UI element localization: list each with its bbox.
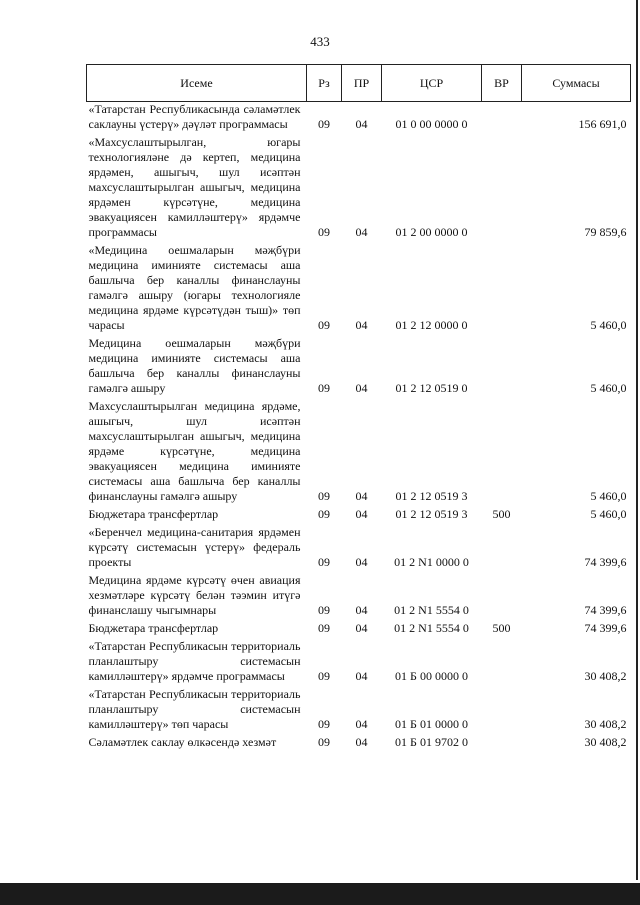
table-row (87, 135, 631, 243)
table-row (87, 336, 631, 399)
row-name: Медицина оешмаларын мәҗбүри медицина иминияте системасы аша башлыча бер каналлы финанслауны гамәлгә ашыру (88, 336, 301, 395)
row-vr (482, 336, 522, 399)
row-csr: 01 2 N1 5554 0 (394, 603, 469, 617)
table-header-row (87, 65, 631, 102)
row-rz: 09 (318, 117, 330, 131)
header-name: Исеме (87, 65, 307, 102)
row-sum: 74 399,6 (584, 603, 627, 617)
row-pr: 04 (355, 555, 368, 569)
row-rz: 09 (318, 603, 330, 617)
table-row (87, 735, 631, 753)
row-vr (482, 135, 522, 243)
row-pr: 04 (355, 717, 368, 731)
row-rz: 09 (318, 318, 330, 332)
row-vr (482, 573, 522, 621)
row-pr: 04 (355, 621, 368, 635)
row-csr: 01 2 12 0519 0 (395, 381, 468, 395)
row-name: Бюджетара трансфертлар (88, 621, 219, 635)
row-sum: 156 691,0 (578, 117, 627, 131)
row-csr: 01 2 12 0000 0 (395, 318, 468, 332)
row-pr: 04 (355, 117, 368, 131)
row-rz: 09 (318, 621, 330, 635)
row-rz: 09 (318, 225, 330, 239)
row-rz: 09 (318, 381, 330, 395)
row-pr: 04 (355, 225, 368, 239)
table-row (87, 525, 631, 573)
row-name: «Махсуслаштырылган, югары технологияләне дә кертеп, медицина ярдәмен, ашыгыч, шул исәптән махсуслаштырылган ашыгыч, медицина ярдәмен күрсәтүне, медицина эвакуациясен камилләштерү» ярдәмче программасы (88, 135, 301, 239)
row-sum: 5 460,0 (590, 318, 627, 332)
page-number: 433 (310, 34, 330, 49)
row-sum: 30 408,2 (584, 669, 627, 683)
row-vr (482, 639, 522, 687)
row-csr: 01 0 00 0000 0 (395, 117, 468, 131)
table-row (87, 102, 631, 136)
row-sum: 5 460,0 (590, 489, 627, 503)
row-sum: 5 460,0 (590, 507, 627, 521)
row-rz: 09 (318, 507, 330, 521)
header-pr: ПР (342, 65, 382, 102)
row-vr: 500 (492, 507, 511, 521)
row-sum: 5 460,0 (590, 381, 627, 395)
header-vr: ВР (482, 65, 522, 102)
row-vr (482, 399, 522, 507)
row-pr: 04 (355, 381, 368, 395)
row-pr: 04 (355, 489, 368, 503)
row-pr: 04 (355, 735, 368, 749)
row-csr: 01 Б 01 0000 0 (395, 717, 468, 731)
row-pr: 04 (355, 603, 368, 617)
header-csr: ЦСР (382, 65, 482, 102)
table-row (87, 621, 631, 639)
row-csr: 01 Б 01 9702 0 (395, 735, 468, 749)
row-csr: 01 2 12 0519 3 (395, 489, 468, 503)
row-rz: 09 (318, 489, 330, 503)
row-name: «Беренчел медицина-санитария ярдәмен күрсәтү системасын үстерү» федераль проекты (88, 525, 301, 569)
budget-table (86, 64, 631, 753)
row-name: «Татарстан Республикасында сәламәтлек саклауны үстерү» дәүләт программасы (88, 102, 301, 131)
row-csr: 01 Б 00 0000 0 (395, 669, 468, 683)
row-vr (482, 735, 522, 753)
right-edge-rule (636, 0, 638, 880)
row-sum: 74 399,6 (584, 555, 627, 569)
row-vr (482, 102, 522, 136)
table-row (87, 243, 631, 336)
table-row (87, 399, 631, 507)
row-vr (482, 243, 522, 336)
row-sum: 79 859,6 (584, 225, 627, 239)
table-row (87, 687, 631, 735)
row-sum: 74 399,6 (584, 621, 627, 635)
row-name: Махсуслаштырылган медицина ярдәме, ашыгыч, шул исәптән махсуслаштырылган ашыгыч, медицина ярдәме күрсәтүне, медицина эвакуациясен медицина иминияте системасы аша башлыча бер каналлы финанслауны гамәлгә ашыру (88, 399, 301, 503)
table-row (87, 507, 631, 525)
row-name: Медицина ярдәме күрсәтү өчен авиация хезмәтләре күрсәтү белән тәэмин итүгә финанслашу чыгымнары (88, 573, 301, 617)
row-rz: 09 (318, 669, 330, 683)
row-csr: 01 2 N1 0000 0 (394, 555, 469, 569)
row-name: «Татарстан Республикасын территориаль планлаштыру системасын камилләштерү» ярдәмче программасы (88, 639, 301, 683)
row-pr: 04 (355, 318, 368, 332)
row-csr: 01 2 00 0000 0 (395, 225, 468, 239)
row-name: Сәламәтлек саклау өлкәсендә хезмәт (88, 735, 277, 749)
row-name: «Медицина оешмаларын мәҗбүри медицина иминияте системасы аша башлыча бер каналлы финанслауны гамәлгә ашыру (югары технологияле медицина ярдәме күрсәтүдән тыш)» төп чарасы (88, 243, 301, 332)
row-pr: 04 (355, 507, 368, 521)
row-rz: 09 (318, 717, 330, 731)
header-sum: Суммасы (522, 65, 631, 102)
row-sum: 30 408,2 (584, 717, 627, 731)
row-vr (482, 687, 522, 735)
row-pr: 04 (355, 669, 368, 683)
row-vr (482, 525, 522, 573)
row-rz: 09 (318, 735, 330, 749)
row-name: «Татарстан Республикасын территориаль планлаштыру системасын камилләштерү» төп чарасы (88, 687, 301, 731)
row-sum: 30 408,2 (584, 735, 627, 749)
row-csr: 01 2 12 0519 3 (395, 507, 468, 521)
table-row (87, 573, 631, 621)
scan-bottom-band (0, 883, 640, 905)
table-row (87, 639, 631, 687)
row-vr: 500 (492, 621, 511, 635)
row-rz: 09 (318, 555, 330, 569)
row-csr: 01 2 N1 5554 0 (394, 621, 469, 635)
row-name: Бюджетара трансфертлар (88, 507, 219, 521)
header-rz: Рз (307, 65, 342, 102)
